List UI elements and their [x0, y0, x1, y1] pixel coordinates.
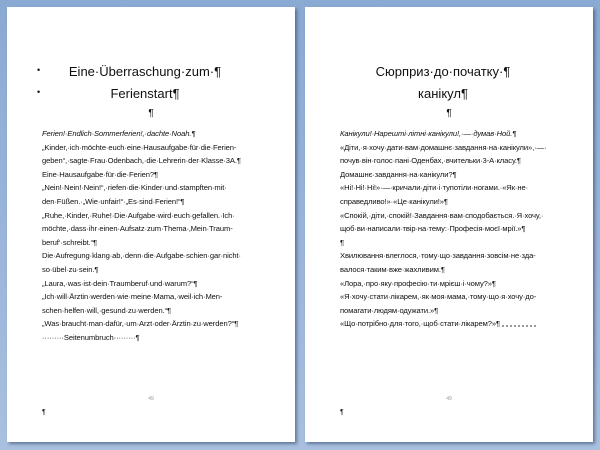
body-line: валося·таким·вже·жахливим.¶ — [340, 264, 445, 274]
body-line: Домашнє·завдання·на·канікули?¶ — [340, 169, 457, 179]
body-line: so·übel·zu·sein.¶ — [42, 264, 99, 274]
title-bullet: • — [37, 65, 41, 75]
body-line: „Ich·will·Ärztin·werden·wie·meine·Mama,·weil·ich·Men- — [42, 292, 223, 302]
body-line: den·Füßen.·„Wie·unfair!“·„Es·sind·Ferien!“¶ — [42, 196, 185, 206]
body-line: справедливо!»·«Це·канікули!»¶ — [340, 196, 448, 206]
page-number: 49 — [148, 396, 154, 402]
right-document-page — [305, 7, 593, 442]
body-line: möchte,·dass·ihr·einen·Aufsatz·zum·Thema·‚Mein·Traum- — [42, 224, 233, 234]
right-body-text — [340, 127, 581, 331]
paragraph-mark: ¶ — [446, 108, 452, 119]
body-line: «Ні!·Ні!·Ні!»·—·кричали·діти·і·тупотіли·ногами.·«Як·не· — [340, 183, 528, 193]
body-line: „Nein!·Nein!·Nein!“,·riefen·die·Kinder·und·stampften·mit· — [42, 183, 227, 193]
body-line: geben“,·sagte·Frau·Odenbach,·die·Lehrerin·der·Klasse·3A.¶ — [42, 156, 241, 166]
body-line — [340, 317, 581, 331]
paragraph-mark: ¶ — [340, 409, 344, 416]
left-document-page — [7, 7, 295, 442]
body-line: «Я·хочу·стати·лікарем,·як·моя·мама,·тому·що·я·хочу·до- — [340, 292, 537, 302]
body-line: «Спокій,·діти,·спокій!·Завдання·вам·сподобається.·Я·хочу,· — [340, 210, 544, 220]
title-line-1: Eine·Überraschung·zum·¶ — [68, 64, 222, 79]
body-line: „Was·braucht·man·dafür,·um·Arzt·oder·Ärztin·zu·werden?“¶ — [42, 319, 239, 329]
body-line: ¶ — [340, 237, 344, 247]
body-line: schen·helfen·will,·gesund·zu·werden.“¶ — [42, 305, 172, 315]
page-break-dots — [502, 321, 536, 327]
body-line: beruf‘·schreibt.“¶ — [42, 237, 98, 247]
body-line: щоб·ви·написали·твір·на·тему:·Професія·моєї·мрії.»¶ — [340, 224, 526, 234]
body-line: «Діти,·я·хочу·дати·вам·домашнє·завдання·на·канікули»,·—· — [340, 142, 547, 152]
body-line: „Ruhe,·Kinder,·Ruhe!·Die·Aufgabe·wird·euch·gefallen.·Ich· — [42, 210, 235, 220]
title-line-2: Ferienstart¶ — [110, 86, 180, 101]
body-line: Die·Aufregung·klang·ab,·denn·die·Aufgabe·schien·gar·nicht· — [42, 251, 241, 261]
body-line: помагати·людям·одужати.»¶ — [340, 305, 439, 315]
page-number: 49 — [446, 396, 452, 402]
title-line-1: Сюрприз·до·початку·¶ — [375, 64, 511, 79]
body-line: Хвилювання·влеглося,·тому·що·завдання·зовсім·не·зда- — [340, 251, 536, 261]
body-line: «Лора,·про·яку·професію·ти·мрієш·і·чому?»¶ — [340, 278, 496, 288]
body-line: „Kinder,·ich·möchte·euch·eine·Hausaufgabe·für·die·Ferien- — [42, 142, 237, 152]
page-break-marker: ·········Seitenumbruch·········¶ — [42, 332, 140, 342]
paragraph-mark: ¶ — [42, 409, 46, 416]
title-line-2: канікул¶ — [418, 86, 468, 101]
body-line: почув·він·голос·пані·Оденбах,·вчительки·3-А·класу.¶ — [340, 156, 521, 166]
body-line: Канікули!·Нарешті·літні·канікули!,·—·думав·Ной.¶ — [340, 129, 517, 138]
body-line: „Laura,·was·ist·dein·Traumberuf·und·warum?“¶ — [42, 278, 198, 288]
body-line: Ferien!·Endlich·Sommerferien!,·dachte·Noah.¶ — [42, 129, 196, 138]
title-bullet: • — [37, 87, 41, 97]
body-line: Eine·Hausaufgabe·für·die·Ferien?¶ — [42, 169, 159, 179]
left-body-text — [42, 127, 283, 345]
body-line-text: «Що·потрібно·для·того,·щоб·стати·лікарем?»¶ — [340, 319, 501, 329]
paragraph-mark: ¶ — [148, 108, 154, 119]
